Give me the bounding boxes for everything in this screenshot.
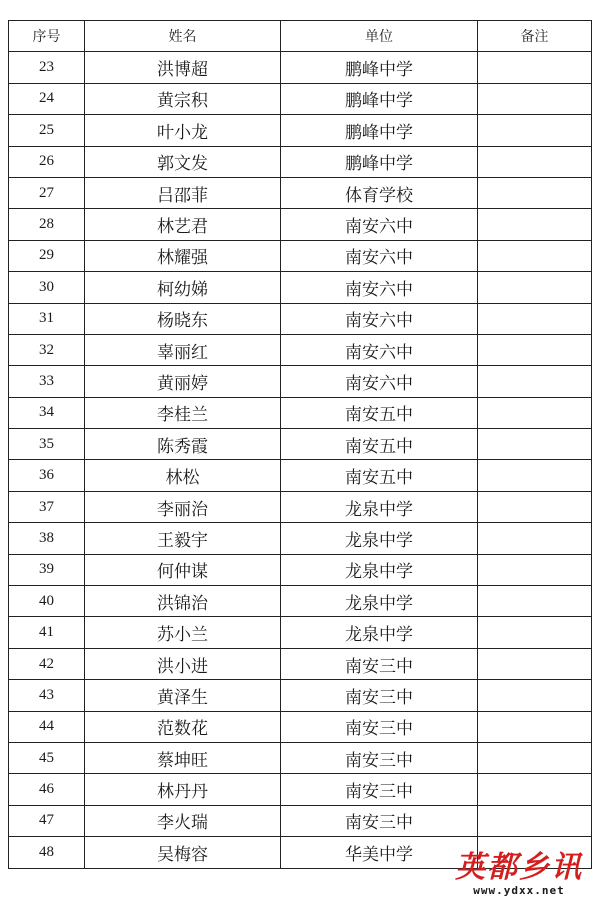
serial-number-cell: 40	[9, 586, 85, 617]
unit-cell: 龙泉中学	[281, 586, 478, 617]
name-cell: 吕邵菲	[85, 177, 281, 208]
table-row	[9, 146, 592, 177]
name-cell: 黄泽生	[85, 680, 281, 711]
table-row	[9, 586, 592, 617]
unit-cell: 龙泉中学	[281, 523, 478, 554]
table-row	[9, 334, 592, 365]
remarks-cell	[478, 209, 592, 240]
table-row	[9, 837, 592, 868]
remarks-cell	[478, 805, 592, 836]
name-cell: 辜丽红	[85, 334, 281, 365]
table-row	[9, 680, 592, 711]
name-cell: 洪小进	[85, 648, 281, 679]
unit-cell: 南安六中	[281, 334, 478, 365]
table-row	[9, 209, 592, 240]
remarks-cell	[478, 523, 592, 554]
name-cell: 林丹丹	[85, 774, 281, 805]
unit-cell: 鹏峰中学	[281, 83, 478, 114]
name-cell: 杨晓东	[85, 303, 281, 334]
serial-number-cell: 47	[9, 805, 85, 836]
header-unit: 单位	[281, 21, 478, 52]
table-row	[9, 83, 592, 114]
header-remarks: 备注	[478, 21, 592, 52]
serial-number-cell: 33	[9, 366, 85, 397]
serial-number-cell: 39	[9, 554, 85, 585]
table-row	[9, 366, 592, 397]
serial-number-cell: 30	[9, 272, 85, 303]
header-row	[9, 21, 592, 52]
name-cell: 王毅宇	[85, 523, 281, 554]
remarks-cell	[478, 366, 592, 397]
table-row	[9, 240, 592, 271]
name-cell: 郭文发	[85, 146, 281, 177]
name-cell: 柯幼娣	[85, 272, 281, 303]
serial-number-cell: 34	[9, 397, 85, 428]
serial-number-cell: 24	[9, 83, 85, 114]
name-cell: 何仲谋	[85, 554, 281, 585]
unit-cell: 南安六中	[281, 272, 478, 303]
unit-cell: 鹏峰中学	[281, 115, 478, 146]
table-row	[9, 115, 592, 146]
serial-number-cell: 43	[9, 680, 85, 711]
name-cell: 洪博超	[85, 52, 281, 83]
serial-number-cell: 23	[9, 52, 85, 83]
remarks-cell	[478, 115, 592, 146]
unit-cell: 南安五中	[281, 429, 478, 460]
unit-cell: 南安三中	[281, 680, 478, 711]
unit-cell: 龙泉中学	[281, 554, 478, 585]
name-cell: 叶小龙	[85, 115, 281, 146]
name-cell: 李桂兰	[85, 397, 281, 428]
remarks-cell	[478, 774, 592, 805]
table-row	[9, 177, 592, 208]
serial-number-cell: 41	[9, 617, 85, 648]
unit-cell: 南安三中	[281, 805, 478, 836]
serial-number-cell: 42	[9, 648, 85, 679]
remarks-cell	[478, 146, 592, 177]
serial-number-cell: 25	[9, 115, 85, 146]
unit-cell: 南安五中	[281, 397, 478, 428]
name-cell: 苏小兰	[85, 617, 281, 648]
name-cell: 李丽治	[85, 491, 281, 522]
remarks-cell	[478, 334, 592, 365]
serial-number-cell: 29	[9, 240, 85, 271]
serial-number-cell: 37	[9, 491, 85, 522]
remarks-cell	[478, 742, 592, 773]
remarks-cell	[478, 711, 592, 742]
remarks-cell	[478, 554, 592, 585]
watermark-url: www.ydxx.net	[473, 884, 565, 897]
serial-number-cell: 28	[9, 209, 85, 240]
table-row	[9, 429, 592, 460]
remarks-cell	[478, 177, 592, 208]
unit-cell: 龙泉中学	[281, 617, 478, 648]
table-row	[9, 491, 592, 522]
remarks-cell	[478, 397, 592, 428]
name-cell: 范数花	[85, 711, 281, 742]
remarks-cell	[478, 429, 592, 460]
table-header	[9, 21, 592, 52]
serial-number-cell: 26	[9, 146, 85, 177]
serial-number-cell: 48	[9, 837, 85, 868]
roster-table	[8, 20, 592, 869]
table-row	[9, 648, 592, 679]
unit-cell: 龙泉中学	[281, 491, 478, 522]
table-row	[9, 711, 592, 742]
serial-number-cell: 32	[9, 334, 85, 365]
name-cell: 蔡坤旺	[85, 742, 281, 773]
serial-number-cell: 36	[9, 460, 85, 491]
unit-cell: 南安三中	[281, 648, 478, 679]
table-row	[9, 742, 592, 773]
unit-cell: 鹏峰中学	[281, 146, 478, 177]
unit-cell: 南安六中	[281, 240, 478, 271]
serial-number-cell: 46	[9, 774, 85, 805]
remarks-cell	[478, 303, 592, 334]
unit-cell: 南安六中	[281, 209, 478, 240]
remarks-cell	[478, 837, 592, 868]
table-row	[9, 774, 592, 805]
remarks-cell	[478, 680, 592, 711]
remarks-cell	[478, 240, 592, 271]
unit-cell: 南安三中	[281, 742, 478, 773]
name-cell: 林艺君	[85, 209, 281, 240]
name-cell: 李火瑞	[85, 805, 281, 836]
remarks-cell	[478, 52, 592, 83]
table-row	[9, 52, 592, 83]
serial-number-cell: 31	[9, 303, 85, 334]
name-cell: 洪锦治	[85, 586, 281, 617]
table-body	[9, 52, 592, 868]
name-cell: 黄宗积	[85, 83, 281, 114]
serial-number-cell: 44	[9, 711, 85, 742]
header-name: 姓名	[85, 21, 281, 52]
table-row	[9, 397, 592, 428]
serial-number-cell: 45	[9, 742, 85, 773]
header-serial-number: 序号	[9, 21, 85, 52]
remarks-cell	[478, 648, 592, 679]
remarks-cell	[478, 491, 592, 522]
unit-cell: 南安六中	[281, 303, 478, 334]
table-row	[9, 303, 592, 334]
name-cell: 林耀强	[85, 240, 281, 271]
unit-cell: 南安五中	[281, 460, 478, 491]
remarks-cell	[478, 83, 592, 114]
unit-cell: 体育学校	[281, 177, 478, 208]
name-cell: 黄丽婷	[85, 366, 281, 397]
unit-cell: 华美中学	[281, 837, 478, 868]
remarks-cell	[478, 617, 592, 648]
table-row	[9, 523, 592, 554]
table-row	[9, 617, 592, 648]
table-row	[9, 805, 592, 836]
remarks-cell	[478, 586, 592, 617]
unit-cell: 南安三中	[281, 711, 478, 742]
table-row	[9, 272, 592, 303]
serial-number-cell: 27	[9, 177, 85, 208]
serial-number-cell: 38	[9, 523, 85, 554]
table-row	[9, 554, 592, 585]
serial-number-cell: 35	[9, 429, 85, 460]
unit-cell: 南安六中	[281, 366, 478, 397]
remarks-cell	[478, 460, 592, 491]
name-cell: 陈秀霞	[85, 429, 281, 460]
table-row	[9, 460, 592, 491]
name-cell: 吴梅容	[85, 837, 281, 868]
unit-cell: 南安三中	[281, 774, 478, 805]
watermark-brand: 英都乡讯	[455, 850, 583, 885]
name-cell: 林松	[85, 460, 281, 491]
unit-cell: 鹏峰中学	[281, 52, 478, 83]
remarks-cell	[478, 272, 592, 303]
